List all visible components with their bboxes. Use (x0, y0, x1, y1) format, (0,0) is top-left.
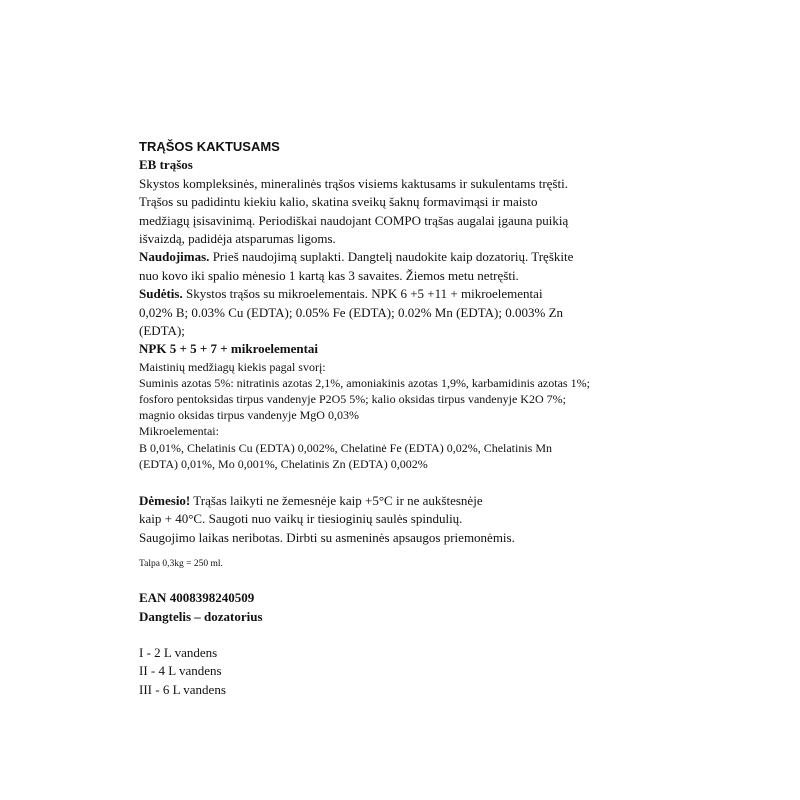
npk-heading: NPK 5 + 5 + 7 + mikroelementai (139, 341, 319, 357)
composition-line: 0,02% B; 0.03% Cu (EDTA); 0.05% Fe (EDTA); 0.02% Mn (EDTA); 0.003% Zn (139, 304, 564, 320)
warning-line: kaip + 40°C. Saugoti nuo vaikų ir tiesioginių saulės spindulių. (139, 511, 463, 527)
volume-note: Talpa 0,3kg = 250 ml. (139, 559, 223, 570)
usage-line (139, 248, 699, 266)
usage-label: Naudojimas. (139, 249, 210, 265)
dosing-item: I - 2 L vandens (139, 644, 218, 660)
description-line: Skystos kompleksinės, mineralinės trąšos visiems kaktusams ir sukulentams tręšti. (139, 175, 568, 191)
description-line: Trąšos su padidintu kiekiu kalio, skatina sveikų šaknų formavimąsi ir maisto (139, 194, 538, 210)
composition-label: Sudėtis. (139, 286, 183, 302)
label-document (139, 138, 699, 699)
dosing-item: II - 4 L vandens (139, 663, 222, 679)
composition-line: (EDTA); (139, 322, 185, 338)
warning-line: Saugojimo laikas neribotas. Dirbti su asmeninės apsaugos priemonėmis. (139, 529, 515, 545)
usage-text: Prieš naudojimą suplakti. Dangtelį naudokite kaip dozatorių. Tręškite (209, 249, 574, 265)
warning-line (139, 492, 699, 510)
document-subtitle: EB trąšos (139, 157, 193, 173)
warning-text: Trąšas laikyti ne žemesnėje kaip +5°C ir ne aukštesnėje (190, 493, 483, 508)
usage-line: nuo kovo iki spalio mėnesio 1 kartą kas 3 savaites. Žiemos metu netręšti. (139, 267, 519, 283)
nutrient-line: Maistinių medžiagų kiekis pagal svorį: (139, 359, 326, 374)
dosing-item: III - 6 L vandens (139, 681, 226, 697)
nutrient-line: magnio oksidas tirpus vandenyje MgO 0,03% (139, 408, 359, 423)
cap-heading: Dangtelis – dozatorius (139, 608, 263, 624)
nutrient-line: (EDTA) 0,01%, Mo 0,001%, Chelatinis Zn (EDTA) 0,002% (139, 456, 428, 471)
document-title: TRĄŠOS KAKTUSAMS (139, 139, 280, 154)
warning-label: Dėmesio! (139, 493, 191, 508)
nutrient-line: fosforo pentoksidas tirpus vandenyje P2O5 5%; kalio oksidas tirpus vandenyje K2O 7%; (139, 392, 566, 407)
ean-code: EAN 4008398240509 (139, 590, 255, 606)
description-line: išvaizdą, padidėja atsparumas ligoms. (139, 230, 336, 246)
nutrient-line: B 0,01%, Chelatinis Cu (EDTA) 0,002%, Chelatinė Fe (EDTA) 0,02%, Chelatinis Mn (139, 440, 553, 455)
composition-text: Skystos trąšos su mikroelementais. NPK 6 +5 +11 + mikroelementai (182, 286, 543, 302)
composition-line (139, 285, 699, 303)
description-line: medžiagų įsisavinimą. Periodiškai naudojant COMPO trąšas augalai įgauna puikią (139, 212, 569, 228)
nutrient-line: Mikroelementai: (139, 424, 219, 439)
nutrient-line: Suminis azotas 5%: nitratinis azotas 2,1%, amoniakinis azotas 1,9%, karbamidinis azotas 1%; (139, 375, 590, 390)
